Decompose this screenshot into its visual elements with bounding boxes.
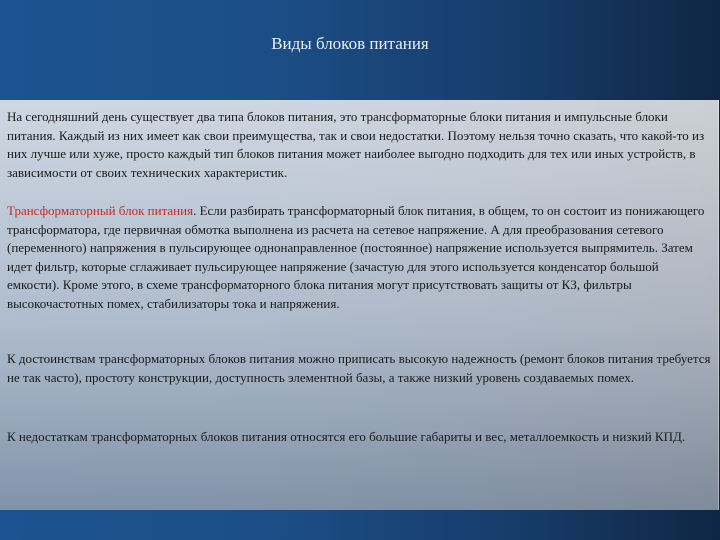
advantages-paragraph: К достоинствам трансформаторных блоков питания можно приписать высокую надежность (ремонт блоков питания требуется не так часто), простоту конструкции, доступность элементной базы, а также низкий уровень создаваемых помех. bbox=[7, 351, 711, 385]
content-panel bbox=[0, 100, 719, 510]
transformer-body: . Если разбирать трансформаторный блок питания, в общем, то он состоит из понижающего трансформатора, где первичная обмотка выполнена из расчета на сетевое напряжение. А для преобразования сетевого (переменного) напряжения в пульсирующее однонаправленное (постоянное) напряжение используется выпрямитель. Затем идет фильтр, которые сглаживает пульсирующее напряжение (зачастую для этого используется конденсатор большой емкости). Кроме этого, в схеме трансформаторного блока питания могут присутствовать защиты от КЗ, фильтры высокочастотных помех, стабилизаторы тока и напряжения. bbox=[7, 203, 705, 311]
slide-title: Виды блоков питания bbox=[271, 34, 429, 53]
transformer-heading: Трансформаторный блок питания bbox=[7, 203, 194, 218]
disadvantages-paragraph: К недостаткам трансформаторных блоков питания относятся его большие габариты и вес, металлоемкость и низкий КПД. bbox=[7, 429, 686, 444]
transformer-paragraph bbox=[7, 202, 713, 313]
intro-paragraph: На сегодняшний день существует два типа блоков питания, это трансформаторные блоки питания и импульсные блоки питания. Каждый из них имеет как свои преимущества, так и свои недостатки. Поэтому нельзя точно сказать, что какой-то из них лучше или хуже, просто каждый тип блоков питания может наиболее выгодно подходить для тех или иных устройств, в зависимости от своих технических характеристик. bbox=[7, 109, 705, 180]
